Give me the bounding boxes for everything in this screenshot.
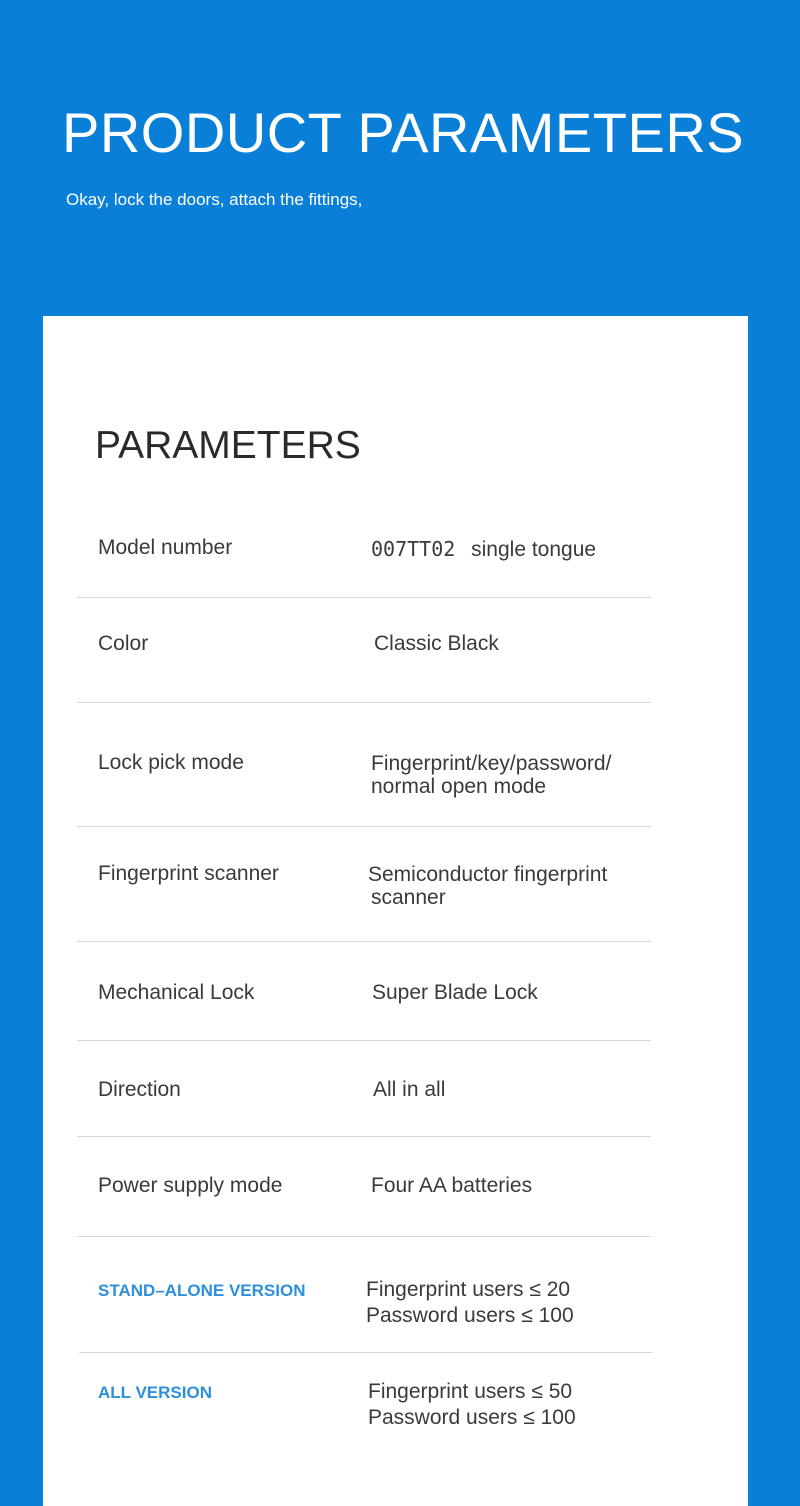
value-line: Fingerprint users ≤ 50 [368,1380,573,1403]
value-line: Password users ≤ 100 [368,1406,576,1429]
value-line: Fingerprint users ≤ 20 [366,1278,571,1301]
row-label-lock-pick-mode: Lock pick mode [98,751,244,774]
row-value-fingerprint-scanner [368,863,607,909]
value-line: Fingerprint/key/password/ [371,752,612,775]
row-label-stand-alone-version: STAND–ALONE VERSION [98,1281,306,1300]
row-value-model-number [371,538,596,561]
divider [79,1352,653,1353]
divider [77,826,651,827]
model-code: 007TT02 [371,537,456,561]
divider [77,1236,651,1237]
parameters-panel [43,316,748,1506]
divider [77,597,651,598]
panel-title: PARAMETERS [95,424,361,467]
divider [77,941,651,942]
divider [77,702,651,703]
value-line: Semiconductor fingerprint [368,863,608,886]
row-value-direction: All in all [373,1078,446,1101]
value-line: Password users ≤ 100 [366,1304,574,1327]
row-value-all-version [368,1379,576,1431]
row-label-model-number: Model number [98,536,233,559]
row-value-lock-pick-mode [371,752,611,798]
row-label-mechanical-lock: Mechanical Lock [98,981,255,1004]
page-title: PRODUCT PARAMETERS [62,101,745,164]
row-label-fingerprint-scanner: Fingerprint scanner [98,862,279,885]
divider [77,1040,651,1041]
divider [77,1136,651,1137]
value-line: scanner [371,886,446,909]
row-label-all-version: ALL VERSION [98,1383,212,1402]
row-value-stand-alone-version [366,1277,574,1329]
page-subtitle: Okay, lock the doors, attach the fittings, [66,190,363,209]
row-value-mechanical-lock: Super Blade Lock [372,981,538,1004]
row-label-direction: Direction [98,1078,181,1101]
model-description: single tongue [471,538,597,561]
row-value-color: Classic Black [374,632,499,655]
row-label-power-supply-mode: Power supply mode [98,1174,283,1197]
row-value-power-supply-mode: Four AA batteries [371,1174,533,1197]
value-line: normal open mode [371,775,547,798]
row-label-color: Color [98,632,149,655]
